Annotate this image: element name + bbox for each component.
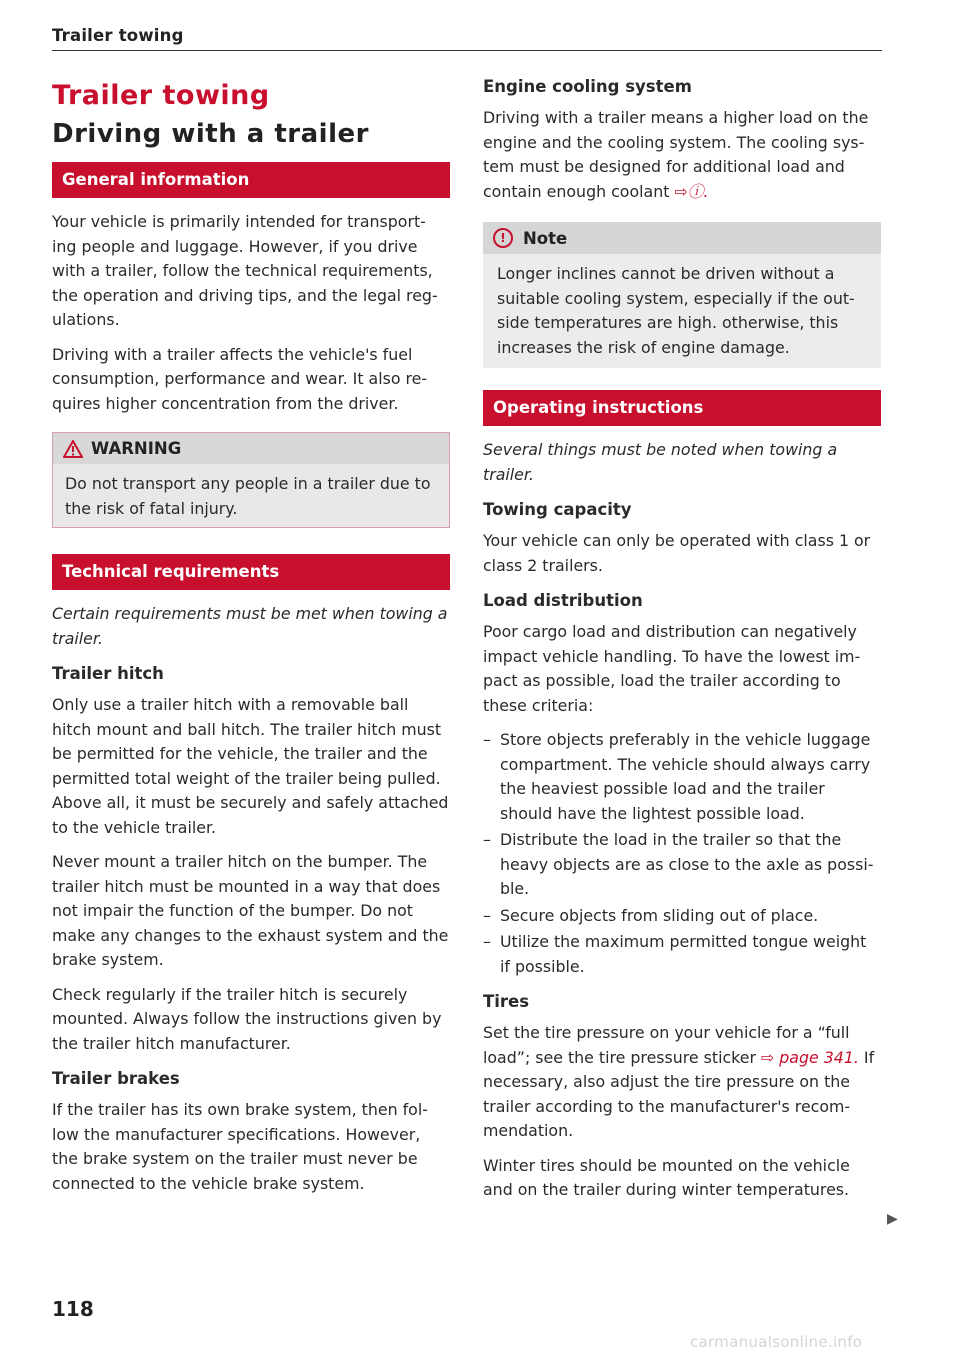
load-distribution-heading: Load distribution xyxy=(483,591,643,610)
list-item: – Distribute the load in the trailer so that the heavy objects are as close to the axle as possi-ble. xyxy=(483,830,874,898)
load-criteria-list xyxy=(483,728,881,979)
right-column xyxy=(483,70,881,1213)
tires-heading: Tires xyxy=(483,992,530,1011)
note-exclamation-icon: ! xyxy=(493,228,513,248)
warning-label: WARNING xyxy=(91,439,182,458)
note-text: Longer inclines cannot be driven without a suitable cooling system, especially if the out-side temperatures are high. otherwise, this increases the risk of engine damage. xyxy=(497,264,855,357)
left-column xyxy=(52,70,450,1206)
page-number: 118 xyxy=(52,1297,94,1321)
header-rule xyxy=(52,50,882,51)
warning-header xyxy=(53,433,449,464)
warning-triangle-icon xyxy=(63,440,83,458)
trailer-hitch-paragraph-3: Check regularly if the trailer hitch is securely mounted. Always follow the instructions given by the trailer hitch manufacturer. xyxy=(52,984,442,1053)
note-reference-link[interactable]: ⇨ⓘ. xyxy=(674,181,709,201)
note-box xyxy=(483,222,881,368)
trailer-brakes-heading: Trailer brakes xyxy=(52,1069,180,1088)
note-label: Note xyxy=(523,228,568,248)
trailer-brakes-paragraph: If the trailer has its own brake system, then fol-low the manufacturer specifications. However, the brake system on the trailer must never be connected to the vehicle brake system. xyxy=(52,1100,428,1193)
general-info-paragraph-1: Your vehicle is primarily intended for transport-ing people and luggage. However, if you drive with a trailer, follow the technical requirements, the operation and driving tips, and the legal reg-ulations. xyxy=(52,212,438,329)
towing-capacity-heading: Towing capacity xyxy=(483,500,632,519)
list-item: – Store objects preferably in the vehicle luggage compartment. The vehicle should always carry the heaviest possible load and the trailer should have the lightest possible load. xyxy=(483,730,871,823)
note-body xyxy=(483,254,881,368)
technical-requirements-intro: Certain requirements must be met when towing a trailer. xyxy=(52,604,448,648)
trailer-hitch-paragraph-1: Only use a trailer hitch with a removable ball hitch mount and ball hitch. The trailer hitch must be permitted for the vehicle, the trailer and the permitted total weight of the trailer being pulled. Above all, it must be securely and safely attached to the vehicle trailer. xyxy=(52,695,449,837)
list-item: – Secure objects from sliding out of place. xyxy=(483,905,819,925)
towing-capacity-paragraph: Your vehicle can only be operated with class 1 or class 2 trailers. xyxy=(483,531,871,575)
note-header xyxy=(483,222,881,254)
warning-box xyxy=(52,432,450,528)
tires-paragraph-2: Winter tires should be mounted on the vehicle and on the trailer during winter temperatures. xyxy=(483,1155,850,1199)
load-distribution-paragraph: Poor cargo load and distribution can negatively impact vehicle handling. To have the lowest im-pact as possible, load the trailer according to these criteria: xyxy=(483,622,861,715)
warning-body xyxy=(53,464,449,527)
operating-instructions-heading: Operating instructions xyxy=(483,390,881,426)
watermark: carmanualsonline.info xyxy=(690,1333,863,1351)
running-header: Trailer towing xyxy=(52,26,184,45)
operating-instructions-intro: Several things must be noted when towing a trailer. xyxy=(483,440,838,484)
section-title: Trailer towing xyxy=(52,80,270,111)
general-info-paragraph-2: Driving with a trailer affects the vehicle's fuel consumption, performance and wear. It also re-quires higher concentration from the driver. xyxy=(52,344,428,413)
engine-cooling-text: Driving with a trailer means a higher load on the engine and the cooling system. The cooling sys-tem must be designed for additional load and contain enough coolant xyxy=(483,108,869,201)
trailer-hitch-heading: Trailer hitch xyxy=(52,664,164,683)
trailer-hitch-paragraph-2: Never mount a trailer hitch on the bumper. The trailer hitch must be mounted in a way that does not impair the function of the bumper. Do not make any changes to the exhaust system and the brake system. xyxy=(52,852,449,969)
tires-paragraph-1: Set the tire pressure on your vehicle for a “full load”; see the tire pressure sticker ⇨ page 341. If necessary, also adjust the tire pressure on the trailer according to the manufacturer's recom-mendation. xyxy=(483,1023,875,1140)
engine-cooling-paragraph xyxy=(483,106,881,204)
general-information-heading: General information xyxy=(52,162,450,198)
warning-text: Do not transport any people in a trailer due to the risk of fatal injury. xyxy=(65,474,431,518)
list-item: – Utilize the maximum permitted tongue weight if possible. xyxy=(483,932,867,976)
engine-cooling-heading: Engine cooling system xyxy=(483,77,692,96)
page-reference-link[interactable]: ⇨ page 341. xyxy=(760,1047,859,1067)
technical-requirements-heading: Technical requirements xyxy=(52,554,450,590)
section-subtitle: Driving with a trailer xyxy=(52,119,369,149)
continue-arrow-icon: ▶ xyxy=(887,1211,898,1227)
